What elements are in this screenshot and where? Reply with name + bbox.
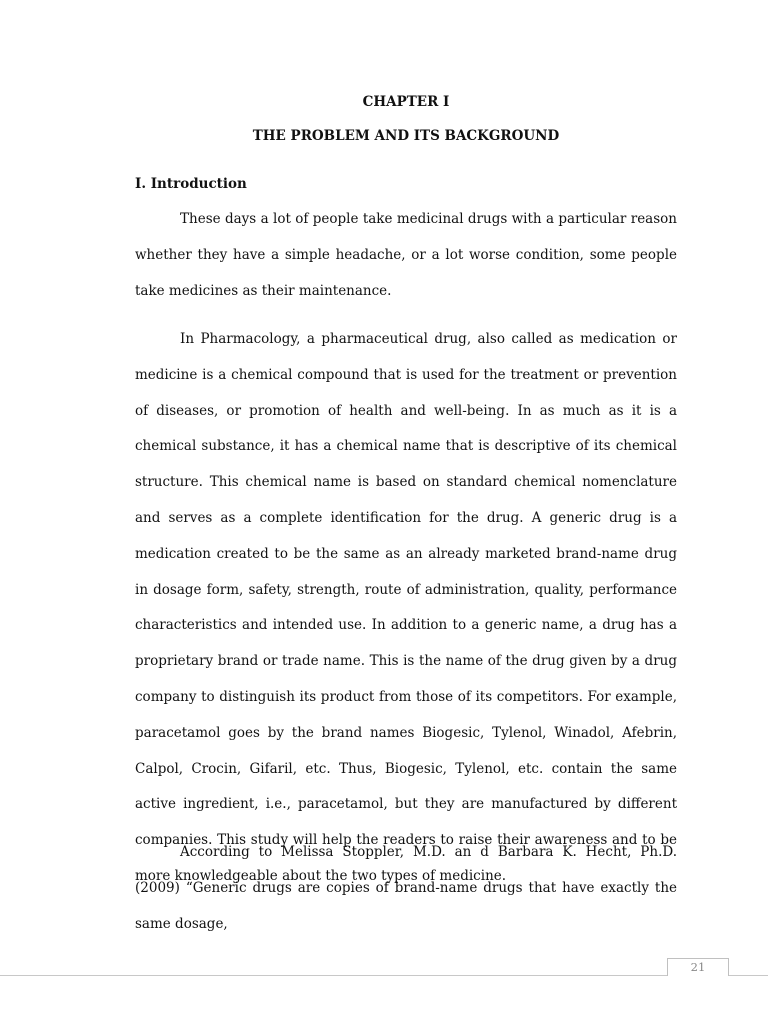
footer-divider [0,975,768,976]
paragraph-intro: These days a lot of people take medicinal drugs with a particular reason whether they have a simple headache, or a lot worse condition, some people take medicines as their maintenance. [135,211,677,299]
page-number: 21 [667,958,729,976]
chapter-title: THE PROBLEM AND ITS BACKGROUND [252,128,560,144]
chapter-label: CHAPTER I [362,94,450,110]
section-heading: I. Introduction [135,176,247,192]
paragraph-quotation: According to Melissa Stoppler, M.D. an d Barbara K. Hecht, Ph.D. (2009) “Generic drugs are copies of brand-name drugs that have exactly the same dosage, [135,844,677,932]
paragraph-pharmacology: In Pharmacology, a pharmaceutical drug, also called as medication or medicine is a chemical compound that is used for the treatment or prevention of diseases, or promotion of health and well-being. In as much as it is a chemical substance, it has a chemical name that is descriptive of its chemical structure. This chemical name is based on standard chemical nomenclature and serves as a complete identification for the drug. A generic drug is a medication created to be the same as an already marketed brand-name drug in dosage form, safety, strength, route of administration, quality, performance characteristics and intended use. In addition to a generic name, a drug has a proprietary brand or trade name. This is the name of the drug given by a drug company to distinguish its product from those of its competitors. For example, paracetamol goes by the brand names Biogesic, Tylenol, Winadol, Afebrin, Calpol, Crocin, Gifaril, etc. Thus, Biogesic, Tylenol, etc. contain the same active ingredient, i.e., paracetamol, but they are manufactured by different companies. This study will help the readers to raise their awareness and to be more knowledgeable about the two types of medicine. [135,331,677,884]
